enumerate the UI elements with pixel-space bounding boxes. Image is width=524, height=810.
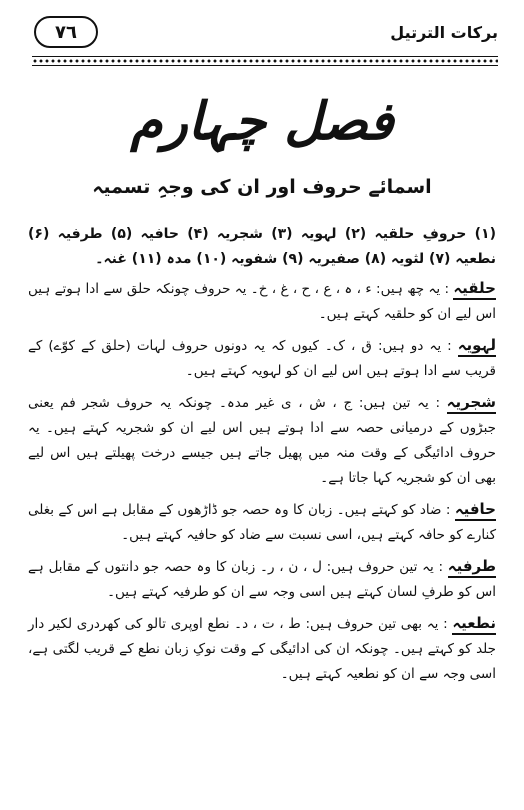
paragraph-text: : یہ دو ہیں: ق ، ک۔ کیوں کہ یہ دونوں حروف لہات (حلق کے کوّے) کے قریب سے ادا ہوتے ہیں اس لیے ان کو لہویہ کہتے ہیں۔: [28, 338, 496, 379]
paragraph-text: : یہ چھ ہیں: ء ، ہ ، ع ، ح ، غ ، خ۔ یہ حروف چونکہ حلق سے ادا ہوتے ہیں اس لیے ان کو حلقیہ کہتے ہیں۔: [28, 281, 496, 322]
paragraph-text: : یہ بھی تین حروف ہیں: ط ، ت ، د۔ نطع اوپری تالو کی کھردری لکیر دار جلد کو کہتے ہیں۔ چونکہ ان کی ادائیگی کے وقت نوکِ زبان نطع کے قریب لگتی ہے، اسی وجہ سے ان کو نطعیہ کہتے ہیں۔: [28, 616, 496, 682]
paragraph-halqiya: [28, 276, 496, 327]
paragraph-nitiya: [28, 611, 496, 687]
paragraph-text: : ضاد کو کہتے ہیں۔ زبان کا وہ حصہ جو ڈاڑھوں کے مقابل ہے اس کے بغلی کنارے کو حافہ کہتے ہیں، اسی نسبت سے ضاد کو حافیہ کہتے ہیں۔: [28, 502, 496, 543]
paragraph-text: : یہ تین ہیں: ج ، ش ، ی غیر مدہ۔ چونکہ یہ حروف شجر فم یعنی جبڑوں کے درمیانی حصہ سے ادا ہوتے ہیں اس لیے ان کو شجریہ کہتے ہیں۔ یہ حروف ادائیگی کے وقت منہ میں پھیل جاتے ہیں جیسے درخت پھیلتے ہیں اس لیے بھی ان کو شجریہ کہا جاتا ہے۔: [28, 395, 496, 486]
term-heading: شجریہ: [447, 393, 496, 414]
paragraph-shajriya: [28, 390, 496, 491]
paragraph-tarfiya: [28, 554, 496, 605]
term-heading: حافیہ: [455, 500, 496, 521]
paragraph-lahwiya: [28, 333, 496, 384]
section-title: اسمائے حروف اور ان کی وجہِ تسمیہ: [92, 176, 432, 198]
page-number: ٧٦: [34, 16, 98, 48]
header-divider: [32, 56, 498, 66]
page-header: [34, 12, 498, 52]
term-heading: طرفیہ: [448, 557, 496, 578]
paragraph-text: : یہ تین حروف ہیں: ل ، ن ، ر۔ زبان کا وہ حصہ جو دانتوں کے مقابل ہے اس کو طرفِ لسان کہتے ہیں اسی وجہ سے ان کو طرفیہ کہتے ہیں۔: [28, 559, 496, 600]
book-title: برکات الترتیل: [390, 22, 498, 42]
term-heading: نطعیہ: [452, 614, 496, 635]
term-heading: لہویہ: [458, 336, 496, 357]
intro-list: (۱) حروفِ حلقیہ (۲) لہویہ (۳) شجریہ (۴) حافیہ (۵) طرفیہ (۶) نطعیہ (۷) لثویہ (۸) صفیریہ (۹) شفویہ (۱۰) مدہ (۱۱) غنہ۔: [28, 226, 496, 267]
body-text: [28, 222, 496, 693]
term-heading: حلقیہ: [453, 279, 496, 300]
paragraph-hafiya: [28, 497, 496, 548]
chapter-title: فصل چہارم: [130, 91, 394, 152]
